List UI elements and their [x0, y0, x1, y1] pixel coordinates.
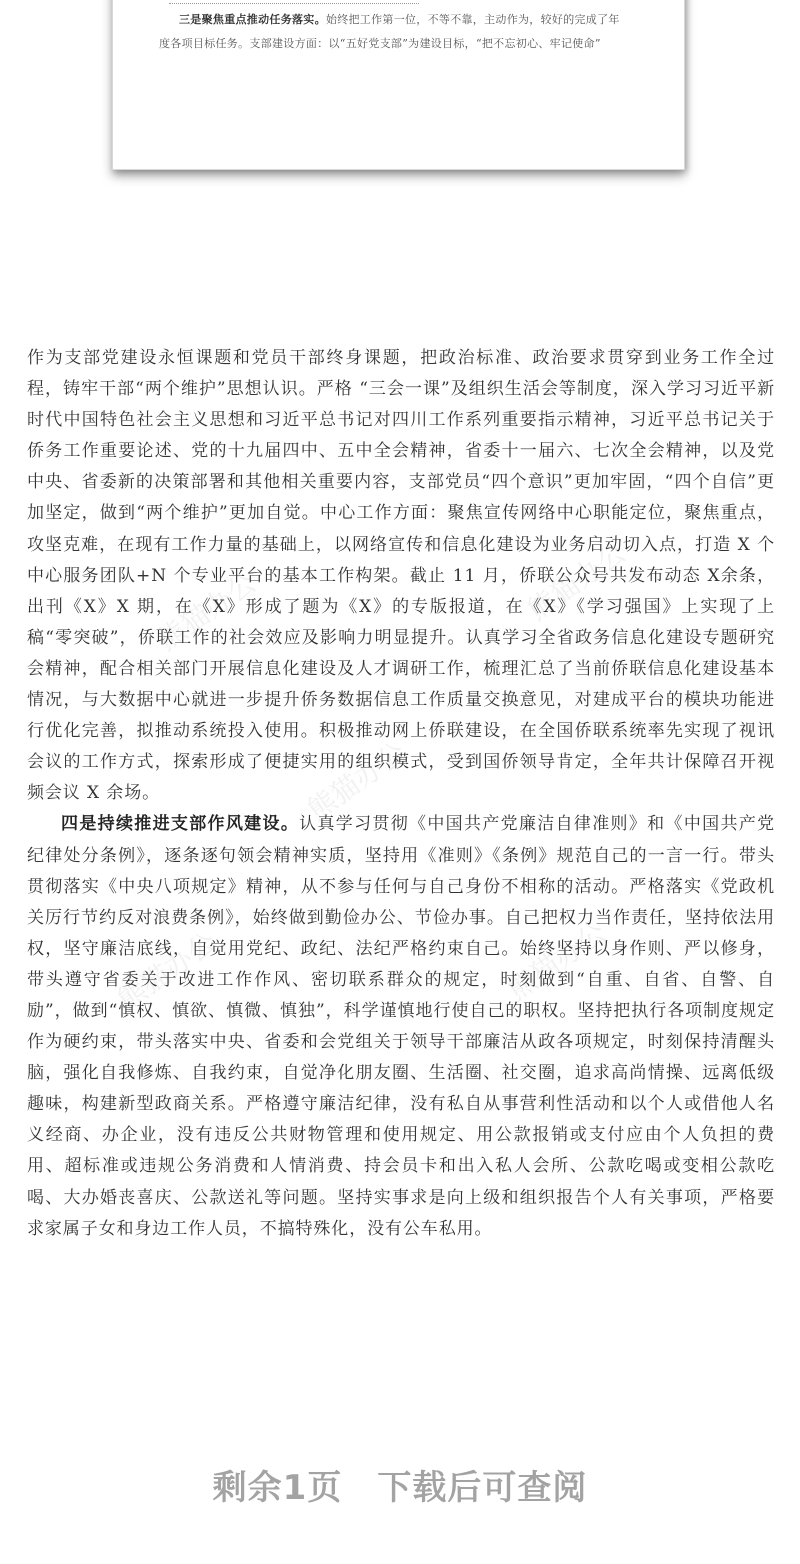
paragraph-party-building: 作为支部党建设永恒课题和党员干部终身课题，把政治标准、政治要求贯穿到业务工作全过程，铸牢干部“两个维护”思想认识。严格 “三会一课”及组织生活会等制度，深入学习习近平新时代中国特色社会主义思想和习近平总书记对四川工作系列重要指示精神，习近平总书记关于侨务工作重要论述、党的十九届四中、五中全会精神，省委十一届六、七次全会精神，以及党中央、省委新的决策部署和其他相关重要内容，支部党员“四个意识”更加牢固，“四个自信”更加坚定，做到“两个维护”更加自觉。中心工作方面：聚焦宣传网络中心职能定位，聚焦重点，攻坚克难，在现有工作力量的基础上，以网络宣传和信息化建设为业务启动切入点，打造 X 个中心服务团队+N 个专业平台的基本工作构架。截止 11 月，侨联公众号共发布动态 X余条，出刊《X》X 期，在《X》形成了题为《X》的专版报道，在《X》《学习强国》上实现了上稿“零突破”，侨联工作的社会效应及影响力明显提升。认真学习全省政务信息化建设专题研究会精神，配合相关部门开展信息化建设及人才调研工作，梳理汇总了当前侨联信息化建设基本情况，与大数据中心就进一步提升侨务数据信息工作质量交换意见，对建成平台的模块功能进行优化完善，拟推动系统投入使用。积极推动网上侨联建设，在全国侨联系统率先实现了视讯会议的工作方式，探索形成了便捷实用的组织模式，受到国侨领导肯定，全年共计保障召开视频会议 X 余场。	[27, 348, 775, 804]
watermark: 熊猫办公	[151, 565, 263, 657]
watermark: 熊猫办公	[501, 915, 613, 1007]
watermark: 熊猫办公	[521, 535, 633, 627]
remaining-pages-download-prompt[interactable]: 剩余1页 下载后可查阅	[212, 1468, 588, 1508]
section-heading: 四是持续推进支部作风建设。	[61, 814, 300, 835]
document-body	[27, 343, 775, 1245]
paragraph-work-style-text: 认真学习贯彻《中国共产党廉洁自律准则》和《中国共产党纪律处分条例》，逐条逐句领会精神实质，坚持用《准则》《条例》规范自己的一言一行。带头贯彻落实《中央八项规定》精神，从不参与任何与自己身份不相称的活动。严格落实《党政机关厉行节约反对浪费条例》，始终做到勤俭办公、节俭办事。自己把权力当作责任，坚持依法用权，坚守廉洁底线，自觉用党纪、政纪、法纪严格约束自己。始终坚持以身作则、严以修身，带头遵守省委关于改进工作作风、密切联系群众的规定，时刻做到“自重、自省、自警、自励”，做到“慎权、慎欲、慎微、慎独”，科学谨慎地行使自己的职权。坚持把执行各项制度规定作为硬约束，带头落实中央、省委和会党组关于领导干部廉洁从政各项规定，时刻保持清醒头脑，强化自我修炼、自我约束，自觉净化朋友圈、生活圈、社交圈，追求高尚情操、远离低级趣味，构建新型政商关系。严格遵守廉洁纪律，没有私自从事营利性活动和以个人或借他人名义经商、办企业，没有违反公共财物管理和使用规定、用公款报销或支付应由个人负担的费用、超标准或违规公务消费和人情消费、持会员卡和出入私人会所、公款吃喝或变相公款吃喝、大办婚丧喜庆、公款送礼等问题。坚持实事求是向上级和组织报告个人有关事项，严格要求家属子女和身边工作人员，不搞特殊化，没有公车私用。	[27, 814, 775, 1239]
watermark: 熊猫办公	[301, 735, 413, 827]
preview-line-1	[159, 12, 649, 28]
page-preview-card	[112, 0, 685, 170]
preview-line-2: 度各项目标任务。支部建设方面：以“五好党支部”为建设目标，“把不忘初心、牢记使命”	[159, 37, 601, 50]
preview-heading: 三是聚焦重点推动任务落实。	[179, 13, 326, 26]
preview-cut-line	[169, 0, 419, 4]
watermark: 熊猫办公	[111, 925, 223, 1017]
paragraph-work-style	[27, 809, 775, 1244]
preview-line-1-text: 始终把工作第一位，不等不靠，主动作为，较好的完成了年	[325, 13, 620, 26]
